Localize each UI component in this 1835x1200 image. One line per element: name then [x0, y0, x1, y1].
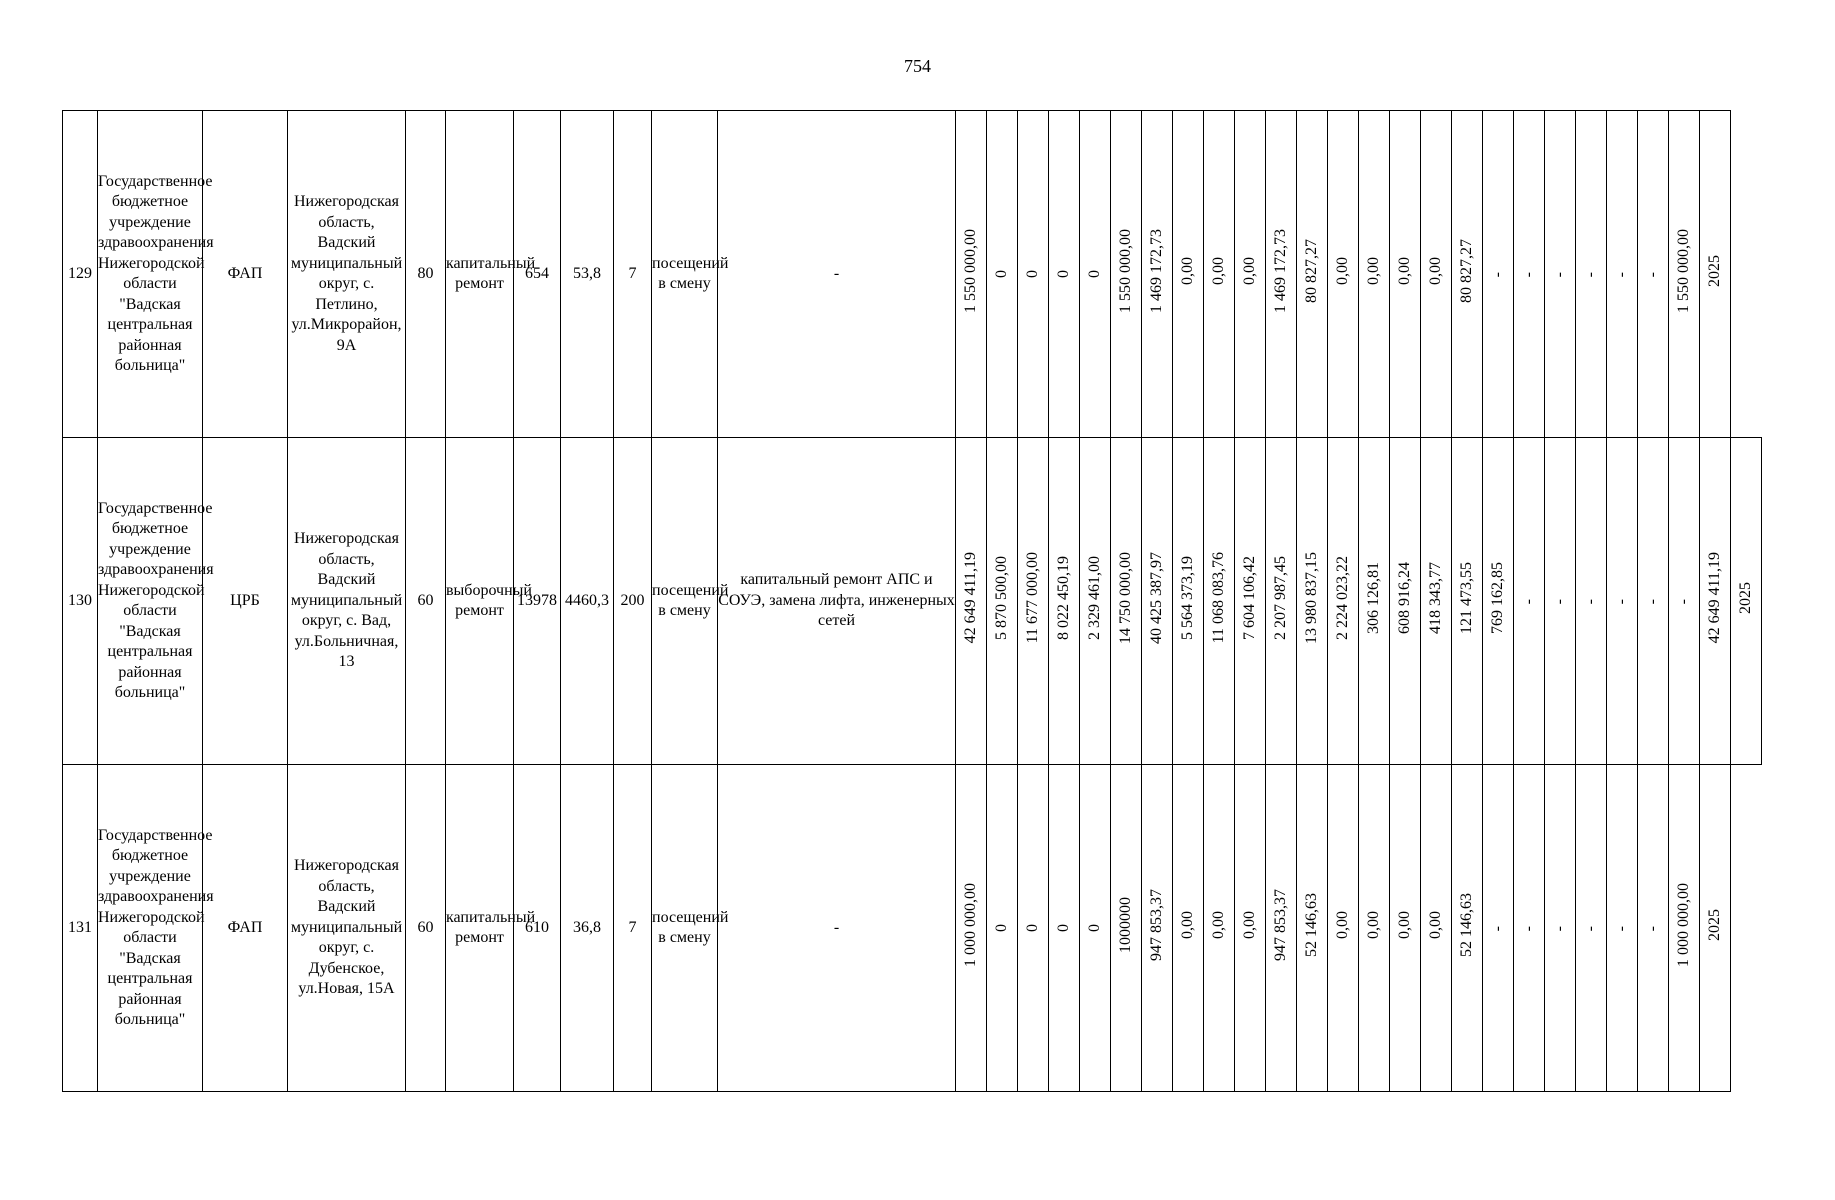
financing-value: 0,00 [1395, 256, 1413, 285]
financing-cell [1297, 765, 1328, 1092]
financing-value: 0,00 [1240, 256, 1258, 285]
financing-cell [1018, 111, 1049, 438]
organization-name: Государственное бюджетное учреждение здравоохранения Нижегородской области "Вадская центральная районная больница" [98, 111, 203, 438]
financing-cell [1297, 438, 1328, 765]
financing-value: 0 [1023, 269, 1041, 278]
financing-value: - [1674, 599, 1692, 605]
column-4-value: 80 [406, 111, 446, 438]
financing-value: 2025 [1705, 254, 1723, 287]
financing-cell [1607, 111, 1638, 438]
financing-cell [1545, 438, 1576, 765]
organization-name: Государственное бюджетное учреждение здравоохранения Нижегородской области "Вадская центральная районная больница" [98, 438, 203, 765]
financing-value: 1 469 172,73 [1147, 228, 1165, 313]
facility-type: ФАП [203, 765, 288, 1092]
financing-cell [1328, 438, 1359, 765]
financing-value: 0,00 [1426, 910, 1444, 939]
work-description: - [718, 111, 956, 438]
column-6-value: 654 [514, 111, 561, 438]
financing-cell [1483, 438, 1514, 765]
financing-value: 11 068 083,76 [1209, 552, 1227, 644]
financing-cell [1545, 765, 1576, 1092]
facility-type: ФАП [203, 111, 288, 438]
financing-value: 0 [1054, 923, 1072, 932]
column-7-value: 4460,3 [561, 438, 614, 765]
financing-value: 5 870 500,00 [992, 555, 1010, 640]
column-7-value: 36,8 [561, 765, 614, 1092]
financing-value: - [1581, 599, 1599, 605]
financing-value: 7 604 106,42 [1240, 555, 1258, 640]
financing-cell [1452, 438, 1483, 765]
financing-value: 0,00 [1209, 256, 1227, 285]
financing-cell [1700, 438, 1731, 765]
financing-value: 608 916,24 [1395, 561, 1413, 634]
financing-cell [1328, 765, 1359, 1092]
column-8-value: 200 [614, 438, 652, 765]
financing-value: - [1550, 599, 1568, 605]
financing-value: 1 550 000,00 [1674, 228, 1692, 313]
financing-value: 0,00 [1426, 256, 1444, 285]
financing-cell [1452, 111, 1483, 438]
financing-value: - [1488, 272, 1506, 278]
financing-value: 0,00 [1240, 910, 1258, 939]
financing-value: 11 677 000,00 [1023, 552, 1041, 644]
financing-value: - [1519, 272, 1537, 278]
financing-value: 1 550 000,00 [1116, 228, 1134, 313]
financing-value: - [1612, 926, 1630, 932]
financing-cell [1700, 765, 1731, 1092]
financing-cell [1266, 765, 1297, 1092]
financing-cell [1638, 438, 1669, 765]
financing-cell [1576, 765, 1607, 1092]
financing-value: 2 224 023,22 [1333, 555, 1351, 640]
financing-cell [1669, 438, 1700, 765]
financing-cell [1483, 111, 1514, 438]
financing-cell [1359, 765, 1390, 1092]
organization-name: Государственное бюджетное учреждение здравоохранения Нижегородской области "Вадская центральная районная больница" [98, 765, 203, 1092]
financing-cell [1607, 765, 1638, 1092]
financing-cell [1173, 111, 1204, 438]
work-type: выборочный ремонт [446, 438, 514, 765]
financing-cell [1297, 111, 1328, 438]
financing-value: - [1612, 272, 1630, 278]
financing-value: - [1643, 272, 1661, 278]
financing-value: 418 343,77 [1426, 561, 1444, 634]
row-number: 131 [63, 765, 98, 1092]
financing-value: 52 146,63 [1457, 892, 1475, 957]
financing-cell [1669, 111, 1700, 438]
financing-value: 0,00 [1364, 256, 1382, 285]
work-type: капитальный ремонт [446, 765, 514, 1092]
financing-value: 5 564 373,19 [1178, 555, 1196, 640]
work-description: капитальный ремонт АПС и СОУЭ, замена лифта, инженерных сетей [718, 438, 956, 765]
financing-cell [1080, 111, 1111, 438]
financing-value: 2025 [1705, 908, 1723, 941]
financing-cell [1142, 438, 1173, 765]
table-row [63, 438, 1762, 765]
financing-value: 8 022 450,19 [1054, 555, 1072, 640]
financing-cell [1576, 111, 1607, 438]
financing-cell [1421, 438, 1452, 765]
financing-value: - [1519, 599, 1537, 605]
financing-cell [1731, 438, 1762, 765]
financing-cell [1049, 438, 1080, 765]
financing-cell [1359, 438, 1390, 765]
financing-cell [1235, 765, 1266, 1092]
financing-value: 14 750 000,00 [1116, 551, 1134, 644]
financing-value: 0,00 [1333, 910, 1351, 939]
work-description: - [718, 765, 956, 1092]
financing-value: 40 425 387,97 [1147, 551, 1165, 644]
financing-cell [956, 438, 987, 765]
financing-value: 0 [1054, 269, 1072, 278]
financing-value: 0 [992, 269, 1010, 278]
financing-value: 0,00 [1209, 910, 1227, 939]
financing-cell [1452, 765, 1483, 1092]
facility-type: ЦРБ [203, 438, 288, 765]
financing-cell [1359, 111, 1390, 438]
financing-value: 0 [1085, 923, 1103, 932]
financing-cell [1111, 111, 1142, 438]
column-7-value: 53,8 [561, 111, 614, 438]
financing-value: 0,00 [1364, 910, 1382, 939]
financing-value: 2 207 987,45 [1271, 555, 1289, 640]
financing-cell [1328, 111, 1359, 438]
financing-value: 947 853,37 [1147, 888, 1165, 961]
financing-value: - [1550, 926, 1568, 932]
financing-cell [1173, 438, 1204, 765]
financing-cell [956, 111, 987, 438]
facility-address: Нижегородская область, Вадский муниципальный округ, с. Вад, ул.Больничная, 13 [288, 438, 406, 765]
financing-cell [1266, 438, 1297, 765]
financing-cell [1421, 111, 1452, 438]
column-8-value: 7 [614, 111, 652, 438]
financing-cell [1111, 438, 1142, 765]
financing-cell [1080, 438, 1111, 765]
financing-value: 1 550 000,00 [961, 228, 979, 313]
financing-cell [1018, 765, 1049, 1092]
financing-cell [1204, 438, 1235, 765]
financing-cell [1173, 765, 1204, 1092]
facilities-table [62, 110, 1762, 1092]
financing-value: - [1519, 926, 1537, 932]
column-6-value: 610 [514, 765, 561, 1092]
financing-value: 1000000 [1116, 896, 1134, 953]
page-number: 754 [904, 56, 931, 76]
financing-value: 52 146,63 [1302, 892, 1320, 957]
capacity-unit: посещений в смену [652, 438, 718, 765]
financing-value: - [1581, 926, 1599, 932]
financing-value: 947 853,37 [1271, 888, 1289, 961]
financing-cell [1638, 765, 1669, 1092]
financing-value: 0 [1023, 923, 1041, 932]
financing-value: 1 000 000,00 [961, 882, 979, 967]
financing-value: 0,00 [1395, 910, 1413, 939]
financing-value: 42 649 411,19 [1705, 552, 1723, 644]
financing-cell [1638, 111, 1669, 438]
financing-value: 0 [1085, 269, 1103, 278]
financing-value: - [1581, 272, 1599, 278]
financing-value: 0,00 [1178, 910, 1196, 939]
column-4-value: 60 [406, 438, 446, 765]
financing-cell [1235, 111, 1266, 438]
financing-value: 80 827,27 [1302, 238, 1320, 303]
table-row [63, 765, 1762, 1092]
column-8-value: 7 [614, 765, 652, 1092]
work-type: капитальный ремонт [446, 111, 514, 438]
financing-value: 0,00 [1178, 256, 1196, 285]
financing-value: 0,00 [1333, 256, 1351, 285]
financing-cell [1700, 111, 1731, 438]
financing-cell [1514, 438, 1545, 765]
financing-value: - [1643, 599, 1661, 605]
financing-value: 121 473,55 [1457, 561, 1475, 634]
financing-cell [987, 765, 1018, 1092]
financing-cell [1514, 765, 1545, 1092]
financing-value: 2025 [1736, 581, 1754, 614]
financing-value: 1 000 000,00 [1674, 882, 1692, 967]
financing-cell [956, 765, 987, 1092]
facility-address: Нижегородская область, Вадский муниципальный округ, с. Дубенское, ул.Новая, 15А [288, 765, 406, 1092]
financing-cell [1080, 765, 1111, 1092]
financing-value: 80 827,27 [1457, 238, 1475, 303]
facility-address: Нижегородская область, Вадский муниципальный округ, с. Петлино, ул.Микрорайон, 9А [288, 111, 406, 438]
financing-cell [1204, 111, 1235, 438]
financing-cell [1204, 765, 1235, 1092]
financing-value: 769 162,85 [1488, 561, 1506, 634]
financing-cell [1669, 765, 1700, 1092]
financing-cell [1049, 111, 1080, 438]
financing-cell [1111, 765, 1142, 1092]
financing-cell [1545, 111, 1576, 438]
table-row [63, 111, 1762, 438]
financing-cell [1018, 438, 1049, 765]
financing-value: - [1643, 926, 1661, 932]
financing-cell [987, 111, 1018, 438]
financing-value: 2 329 461,00 [1085, 555, 1103, 640]
row-number: 130 [63, 438, 98, 765]
financing-cell [1390, 438, 1421, 765]
financing-value: 0 [992, 923, 1010, 932]
financing-value: - [1550, 272, 1568, 278]
financing-cell [1514, 111, 1545, 438]
row-number: 129 [63, 111, 98, 438]
financing-cell [1390, 765, 1421, 1092]
financing-cell [1607, 438, 1638, 765]
financing-value: 306 126,81 [1364, 561, 1382, 634]
financing-cell [1576, 438, 1607, 765]
financing-value: 42 649 411,19 [961, 552, 979, 644]
financing-cell [1142, 111, 1173, 438]
financing-cell [1049, 765, 1080, 1092]
financing-cell [1235, 438, 1266, 765]
financing-value: 13 980 837,15 [1302, 551, 1320, 644]
financing-cell [1390, 111, 1421, 438]
financing-cell [1142, 765, 1173, 1092]
capacity-unit: посещений в смену [652, 765, 718, 1092]
financing-value: 1 469 172,73 [1271, 228, 1289, 313]
column-6-value: 13978 [514, 438, 561, 765]
financing-value: - [1488, 926, 1506, 932]
financing-cell [1483, 765, 1514, 1092]
financing-cell [1421, 765, 1452, 1092]
column-4-value: 60 [406, 765, 446, 1092]
financing-cell [987, 438, 1018, 765]
capacity-unit: посещений в смену [652, 111, 718, 438]
financing-cell [1266, 111, 1297, 438]
financing-value: - [1612, 599, 1630, 605]
